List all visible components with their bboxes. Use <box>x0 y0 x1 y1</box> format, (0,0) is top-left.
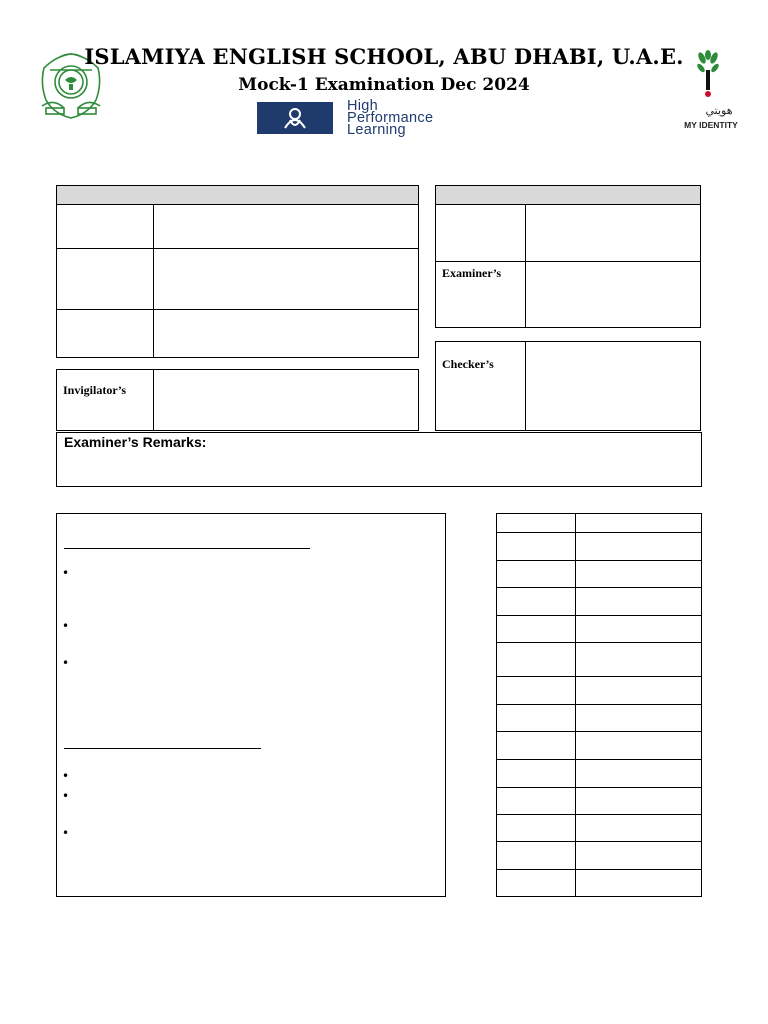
examiner-remarks-label: Examiner’s Remarks: <box>64 434 207 450</box>
instruction-bullet: • <box>62 769 70 783</box>
examiner-label: Examiner’s <box>442 266 502 280</box>
exam-title: Mock-1 Examination Dec 2024 <box>238 75 530 95</box>
table-row <box>497 814 701 815</box>
table-row <box>497 704 701 705</box>
table-row <box>497 676 701 677</box>
instructions-heading-underline-1 <box>64 548 310 549</box>
student-info-table <box>56 204 419 358</box>
hpl-logo-mark <box>257 102 333 134</box>
instruction-bullet: • <box>62 619 70 633</box>
right-table-header <box>435 185 701 205</box>
table-row <box>497 587 701 588</box>
table-row <box>497 731 701 732</box>
hpl-word-high: High <box>347 98 379 114</box>
invigilator-signature-box <box>56 369 419 431</box>
hpl-word-learning: Learning <box>347 122 406 138</box>
checker-label: Checker’s <box>442 357 494 371</box>
checker-signature-box <box>435 341 701 431</box>
examiner-signature-box <box>435 204 701 328</box>
table-row <box>497 787 701 788</box>
table-row <box>497 532 701 533</box>
instruction-bullet: • <box>62 789 70 803</box>
my-identity-english: MY IDENTITY <box>684 120 738 130</box>
instructions-box <box>56 513 446 897</box>
table-row <box>497 615 701 616</box>
table-row <box>497 869 701 870</box>
table-row <box>497 841 701 842</box>
hpl-word-performance: Performance <box>347 110 434 126</box>
my-identity-logo-icon <box>697 50 719 102</box>
marks-table <box>496 513 702 897</box>
instruction-bullet: • <box>62 826 70 840</box>
hpl-logo-text <box>347 100 433 136</box>
left-table-header <box>56 185 419 205</box>
table-row <box>497 642 701 643</box>
school-title: ISLAMIYA ENGLISH SCHOOL, ABU DHABI, U.A.E. <box>84 44 684 69</box>
instruction-bullet: • <box>62 656 70 670</box>
instructions-heading-underline-2 <box>64 748 261 749</box>
table-row <box>497 560 701 561</box>
invigilator-label: Invigilator’s <box>63 383 127 397</box>
instruction-bullet: • <box>62 566 70 580</box>
my-identity-arabic: هويتي <box>705 104 733 117</box>
table-row <box>497 759 701 760</box>
